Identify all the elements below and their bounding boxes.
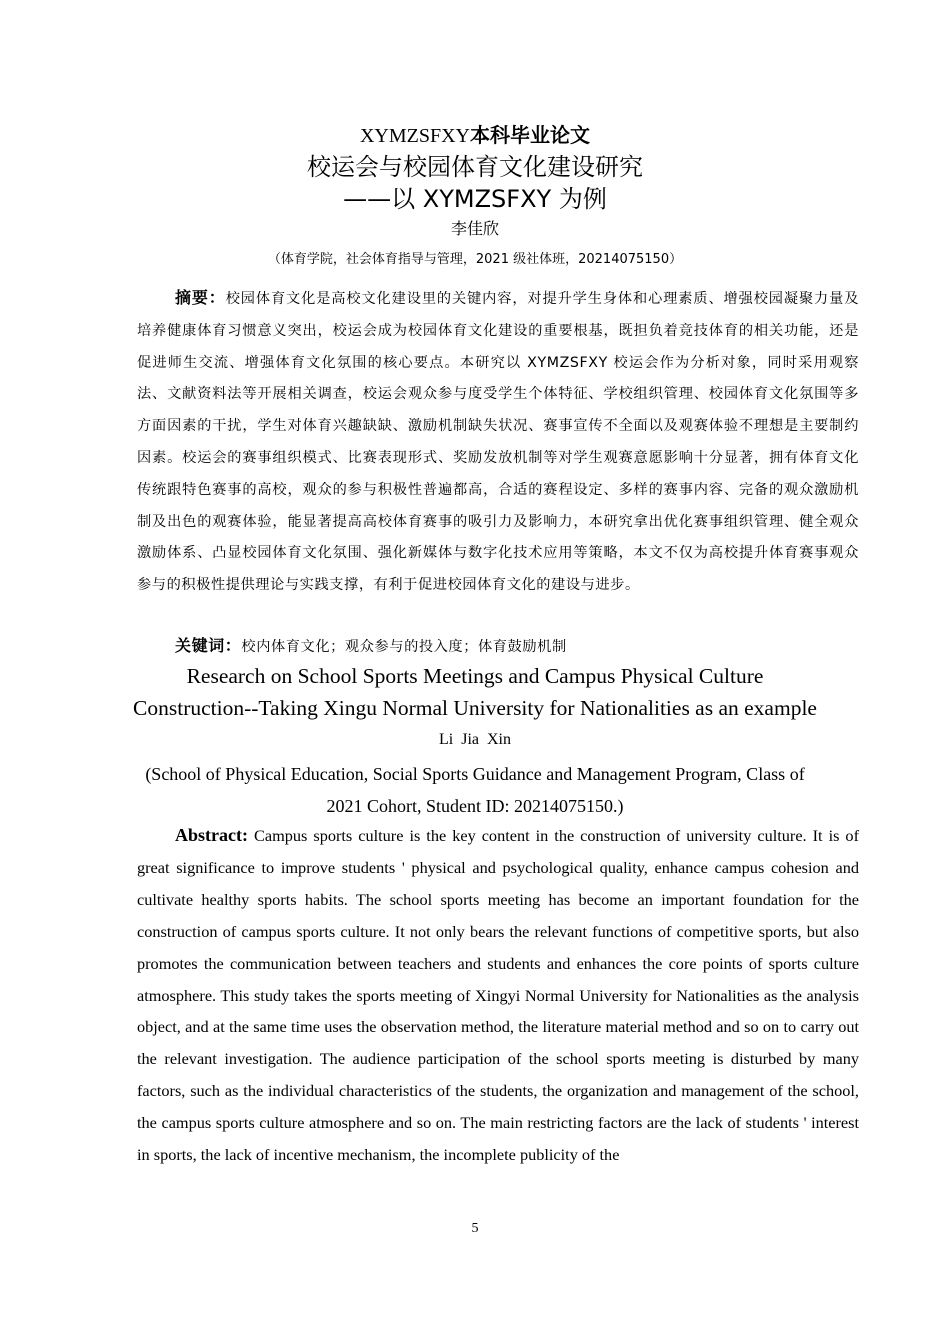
series-cn: 本科毕业论文 bbox=[470, 123, 591, 147]
abstract-en-label: Abstract: bbox=[175, 825, 248, 845]
author-cn: 李佳欣 bbox=[450, 219, 499, 238]
series-latin: XYMZSFXY bbox=[359, 125, 471, 147]
affiliation-en bbox=[0, 758, 950, 822]
page-number: 5 bbox=[471, 1221, 479, 1236]
subtitle-cn: ——以 XYMZSFXY 为例 bbox=[343, 185, 607, 213]
abstract-en-text: Campus sports culture is the key content in the construction of university culture. It is of great significance to improve students ' physical and psychological quality, enhance campus cohesion and cultivate healthy sports habits. The school sports meeting has become an important foundation for the construction of campus sports culture. It not only bears the relevant functions of competitive sports, but also promotes the communication between teachers and students and enhances the core points of sports culture atmosphere. This study takes the sports meeting of Xingyi Normal University for Nationalities as the analysis object, and at the same time uses the observation method, the literature material method and so on to carry out the relevant investigation. The audience participation of the school sports meeting is disturbed by many factors, such as the individual characteristics of the students, the organization and management of the school, the campus sports culture atmosphere and so on. The main restricting factors are the lack of students ' interest in sports, the lack of incentive mechanism, the incomplete publicity of the bbox=[137, 826, 859, 1165]
thesis-series-header bbox=[0, 121, 950, 150]
keywords-cn-text: 校内体育文化；观众参与的投入度；体育鼓励机制 bbox=[241, 639, 567, 655]
keywords-cn-label: 关键词： bbox=[175, 636, 242, 655]
abstract-cn-text: 校园体育文化是高校文化建设里的关键内容，对提升学生身体和心理素质、增强校园凝聚力量及培养健康体育习惯意义突出，校运会成为校园体育文化建设的重要根基，既担负着竞技体育的相关功能，还是促进师生交流、增强体育文化氛围的核心要点。本研究以 XYMZSFXY 校运会作为分析对象，同时采用观察法、文献资料法等开展相关调查，校运会观众参与度受学生个体特征、学校组织管理、校园体育文化氛围等多方面因素的干扰，学生对体育兴趣缺缺、激励机制缺失状况、赛事宣传不全面以及观赛体验不理想是主要制约因素。校运会的赛事组织模式、比赛表现形式、奖励发放机制等对学生观赛意愿影响十分显著，拥有体育文化传统跟特色赛事的高校，观众的参与积极性普遍都高，合适的赛程设定、多样的赛事内容、完备的观众激励机制及出色的观赛体验，能显著提高高校体育赛事的吸引力及影响力，本研究拿出优化赛事组织管理、健全观众激励体系、凸显校园体育文化氛围、强化新媒体与数字化技术应用等策略，本文不仅为高校提升体育赛事观众参与的积极性提供理论与实践支撑，有利于促进校园体育文化的建设与进步。 bbox=[137, 291, 859, 594]
abstract-cn bbox=[137, 282, 859, 602]
abstract-cn-label: 摘要： bbox=[175, 288, 226, 307]
author-en: Li Jia Xin bbox=[439, 731, 511, 748]
keywords-cn bbox=[137, 633, 859, 660]
title-cn: 校运会与校园体育文化建设研究 bbox=[307, 153, 643, 181]
abstract-en bbox=[137, 820, 859, 1171]
affiliation-en-line-1: (School of Physical Education, Social Sports Guidance and Management Program, Class of bbox=[145, 764, 805, 784]
affiliation-cn: （体育学院，社会体育指导与管理，2021 级社体班，20214075150） bbox=[267, 252, 683, 267]
title-en-line-1: Research on School Sports Meetings and Campus Physical Culture bbox=[186, 664, 764, 688]
title-en bbox=[0, 660, 950, 724]
title-en-line-2: Construction--Taking Xingu Normal University for Nationalities as an example bbox=[133, 696, 817, 720]
affiliation-en-line-2: 2021 Cohort, Student ID: 20214075150.) bbox=[326, 796, 624, 816]
